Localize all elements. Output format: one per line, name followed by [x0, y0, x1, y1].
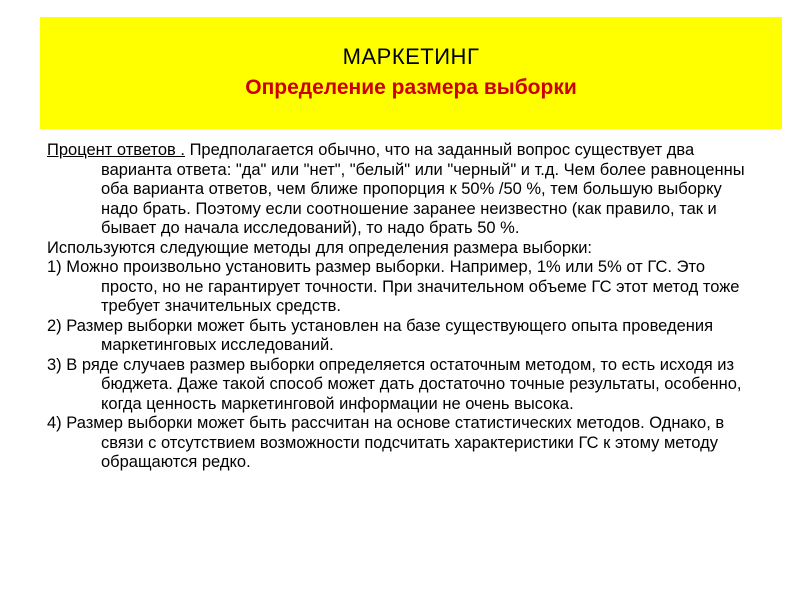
slide-title: МАРКЕТИНГ	[342, 44, 480, 69]
method-item: 3) В ряде случаев размер выборки определяется остаточным методом, то есть исходя из бюджета. Даже такой способ может дать достаточно точные результаты, особенно, когда ценность маркетинговой информации не очень высока.	[47, 355, 742, 413]
slide-body	[47, 141, 752, 473]
slide-header	[40, 17, 782, 129]
method-item: 1) Можно произвольно установить размер выборки. Например, 1% или 5% от ГС. Это просто, но не гарантирует точности. При значительном объеме ГС этот метод тоже требует значительных средств.	[47, 258, 740, 315]
paragraph-lead: Процент ответов .	[47, 141, 185, 159]
method-item: 4) Размер выборки может быть рассчитан на основе статистических методов. Однако, в связи с отсутствием возможности подсчитать характеристики ГС к этому методу обращаются редко.	[47, 414, 725, 471]
methods-intro: Используются следующие методы для определения размера выборки:	[47, 238, 593, 257]
paragraph-text: Предполагается обычно, что на заданный вопрос существует два варианта ответа: "да" или "нет", "белый" или "черный" и т.д. Чем более равноценны оба варианта ответов, чем ближе пропорция к 50% /50 %, тем большую выборку надо брать. Поэтому если соотношение заранее неизвестно (как правило, так и бывает до начала исследований), то надо брать 50 %.	[101, 141, 745, 237]
slide-subtitle: Определение размера выборки	[245, 76, 577, 99]
method-item: 2) Размер выборки может быть установлен на базе существующего опыта проведения маркетинговых исследований.	[47, 316, 714, 354]
paragraph-response-percentage	[47, 141, 752, 239]
